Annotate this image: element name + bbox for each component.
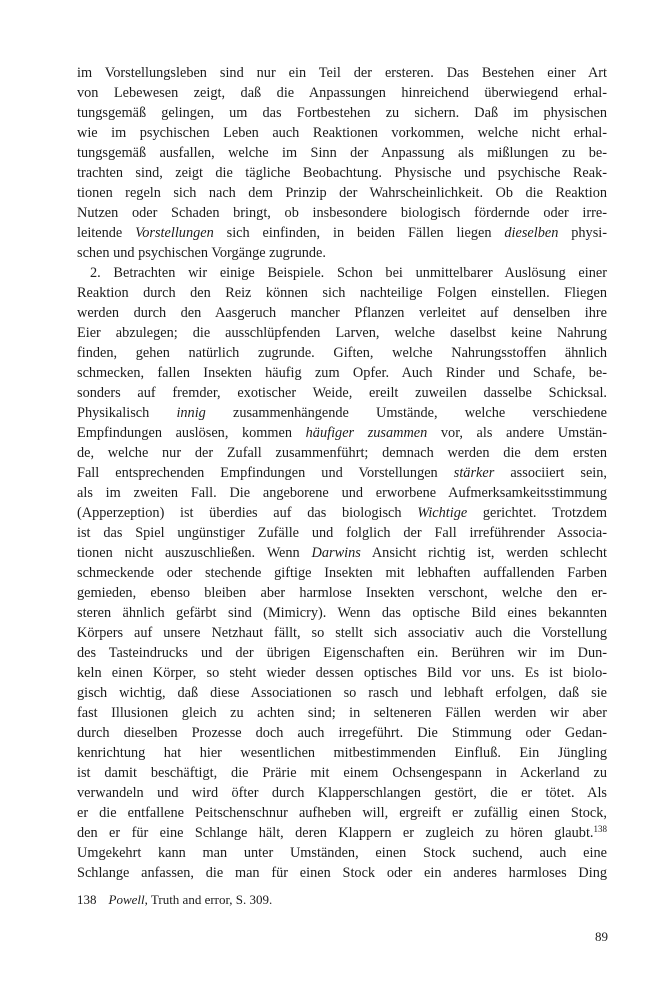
italic-text: Darwins xyxy=(311,545,361,561)
text-segment: schmeckende oder stechende giftige Insekten mit lebhaften auffallenden Farben xyxy=(77,565,607,581)
text-segment: kenrichtung hat hier wesentlichen mitbestimmenden Einfluß. Ein Jüngling xyxy=(77,745,607,761)
text-segment: tungsgemäß gelingen, um das Fortbestehen zu sichern. Daß im physischen xyxy=(77,105,607,121)
text-line xyxy=(77,763,607,783)
text-segment: zusammenhängende Umstände, welche verschiedene xyxy=(205,405,607,421)
text-line xyxy=(77,443,607,463)
text-segment: tionen regeln sich nach dem Prinzip der Wahrscheinlichkeit. Ob die Reaktion xyxy=(77,185,607,201)
text-segment: schen und psychischen Vorgänge zugrunde. xyxy=(77,245,326,261)
text-segment: gemieden, ebenso bleiben aber harmlose Insekten verschont, welche den er- xyxy=(77,585,607,601)
text-segment: wie im psychischen Leben auch Reaktionen vorkommen, welche nicht erhal- xyxy=(77,125,607,141)
text-line xyxy=(77,523,607,543)
text-segment: , Truth and error, S. 309. xyxy=(144,892,273,907)
text-line xyxy=(77,503,607,523)
text-segment: 2. Betrachten wir einige Beispiele. Schon bei unmittelbarer Auslösung einer xyxy=(90,265,607,281)
italic-text: dieselben xyxy=(504,225,559,241)
text-segment: werden durch den Aasgeruch mancher Pflanzen verleitet auf denselben ihre xyxy=(77,305,607,321)
text-line xyxy=(77,743,607,763)
text-line xyxy=(77,663,607,683)
text-segment: gisch wichtig, daß diese Associationen so rasch und lebhaft erfolgen, daß sie xyxy=(77,685,607,701)
text-line xyxy=(77,303,607,323)
text-line xyxy=(77,843,607,863)
page-number: 89 xyxy=(595,929,608,944)
text-segment: verwandeln und wird öfter durch Klapperschlangen gestört, die er tötet. Als xyxy=(77,785,607,801)
text-segment: er die entfallene Peitschenschnur aufheben will, ergreift er zufällig einen Stock, xyxy=(77,805,607,821)
text-segment: tungsgemäß ausfallen, welche im Sinn der Anpassung als mißlungen zu be- xyxy=(77,145,607,161)
text-line xyxy=(77,343,607,363)
text-line xyxy=(77,163,607,183)
text-line xyxy=(77,183,607,203)
text-line xyxy=(77,783,607,803)
text-segment: (Apperzeption) ist überdies auf das biologisch xyxy=(77,505,418,521)
text-line xyxy=(77,123,607,143)
text-segment: de, welche nur der Zufall zusammenführt; demnach werden die dem ersten xyxy=(77,445,607,461)
text-segment: Ansicht richtig ist, werden schlecht xyxy=(360,545,607,561)
text-line xyxy=(77,803,607,823)
text-segment: fast Illusionen gleich zu achten sind; in selteneren Fällen werden wir aber xyxy=(77,705,607,721)
text-segment: Umgekehrt kann man unter Umständen, einen Stock suchend, auch eine xyxy=(77,845,607,861)
text-line xyxy=(77,563,607,583)
text-segment: leitende xyxy=(77,225,136,241)
text-segment: associiert sein, xyxy=(494,465,607,481)
text-segment: als im zweiten Fall. Die angeborene und erworbene Aufmerksamkeitsstimmung xyxy=(77,485,607,501)
footnote-text xyxy=(109,892,273,907)
text-segment: sich einfinden, in beiden Fällen liegen xyxy=(213,225,505,241)
text-segment: physi- xyxy=(558,225,607,241)
text-segment: des Tasteindrucks und der übrigen Eigenschaften ein. Berühren wir im Dun- xyxy=(77,645,607,661)
text-line xyxy=(77,223,607,243)
text-line xyxy=(77,623,607,643)
text-segment: ist das Spiel ungünstiger Zufälle und folglich der Fall irreführender Associa- xyxy=(77,525,607,541)
text-line xyxy=(77,323,607,343)
text-line xyxy=(77,543,607,563)
text-segment: Schlange anfassen, die man für einen Stock oder ein anderes harmloses Ding xyxy=(77,865,607,881)
text-segment: keln einen Körper, so steht wieder dessen optisches Bild vor uns. Es ist biolo- xyxy=(77,665,607,681)
text-segment: finden, gehen natürlich zugrunde. Giften, welche Nahrungsstoffen ähnlich xyxy=(77,345,607,361)
text-segment: Nutzen oder Schaden bringt, ob insbesondere biologisch fördernde oder irre- xyxy=(77,205,607,221)
text-line xyxy=(77,403,607,423)
text-line xyxy=(77,263,607,283)
text-segment: steren ähnlich gefärbt sind (Mimicry). Wenn das optische Bild eines bekannten xyxy=(77,605,607,621)
text-segment: Reaktion durch den Reiz können sich nachteilige Folgen einstellen. Fliegen xyxy=(77,285,607,301)
text-segment: vor, als andere Umstän- xyxy=(427,425,607,441)
text-segment: trachten sind, zeigt die tägliche Beobachtung. Physische und psychische Reak- xyxy=(77,165,607,181)
text-line xyxy=(77,683,607,703)
text-line xyxy=(77,363,607,383)
italic-text: stärker xyxy=(453,465,495,481)
text-segment: Eier abzulegen; die ausschlüpfenden Larven, welche daselbst keine Nahrung xyxy=(77,325,607,341)
footnote xyxy=(77,891,607,908)
text-segment: Körpers auf unsere Netzhaut fällt, so stellt sich associativ auch die Vorstellung xyxy=(77,625,607,641)
text-line xyxy=(77,583,607,603)
text-line xyxy=(77,83,607,103)
italic-text: Vorstellungen xyxy=(135,225,214,241)
text-segment: Physikalisch xyxy=(77,405,177,421)
text-line xyxy=(77,483,607,503)
footnote-number: 138 xyxy=(77,892,97,907)
text-segment: im Vorstellungsleben sind nur ein Teil der ersteren. Das Bestehen einer Art xyxy=(77,65,607,81)
footnote-reference: 138 xyxy=(593,823,607,834)
text-segment: Fall entsprechenden Empfindungen und Vorstellungen xyxy=(77,465,454,481)
text-segment: sonders auf fremder, exotischer Weide, ereilt zuweilen dasselbe Schicksal. xyxy=(77,385,607,401)
italic-text: Powell xyxy=(108,892,145,907)
italic-text: innig xyxy=(176,405,206,421)
text-line xyxy=(77,143,607,163)
text-line xyxy=(77,63,607,83)
text-line xyxy=(77,283,607,303)
text-line xyxy=(77,423,607,443)
text-line xyxy=(77,463,607,483)
text-line xyxy=(77,603,607,623)
italic-text: häufiger zusammen xyxy=(305,425,428,441)
text-segment: von Lebewesen zeigt, daß die Anpassungen hinreichend überwiegend erhal- xyxy=(77,85,607,101)
text-segment: Empfindungen auslösen, kommen xyxy=(77,425,306,441)
text-line xyxy=(77,643,607,663)
text-segment: durch dieselben Prozesse doch auch irregeführt. Die Stimmung oder Gedan- xyxy=(77,725,607,741)
italic-text: Wichtige xyxy=(417,505,468,521)
text-line xyxy=(77,703,607,723)
text-segment: gerichtet. Trotzdem xyxy=(467,505,607,521)
text-line xyxy=(77,863,607,883)
text-segment: tionen nicht auszuschließen. Wenn xyxy=(77,545,312,561)
text-segment: schmecken, fallen Insekten häufig zum Opfer. Auch Rinder und Schafe, be- xyxy=(77,365,607,381)
text-line xyxy=(77,203,607,223)
body-text xyxy=(77,63,607,883)
text-line xyxy=(77,103,607,123)
text-line xyxy=(77,243,607,263)
text-line xyxy=(77,823,607,843)
text-line xyxy=(77,383,607,403)
text-segment: ist damit beschäftigt, die Prärie mit einem Ochsengespann in Ackerland zu xyxy=(77,765,607,781)
text-line xyxy=(77,723,607,743)
text-segment: den er für eine Schlange hält, deren Klappern er zugleich zu hören glaubt. xyxy=(77,825,594,841)
